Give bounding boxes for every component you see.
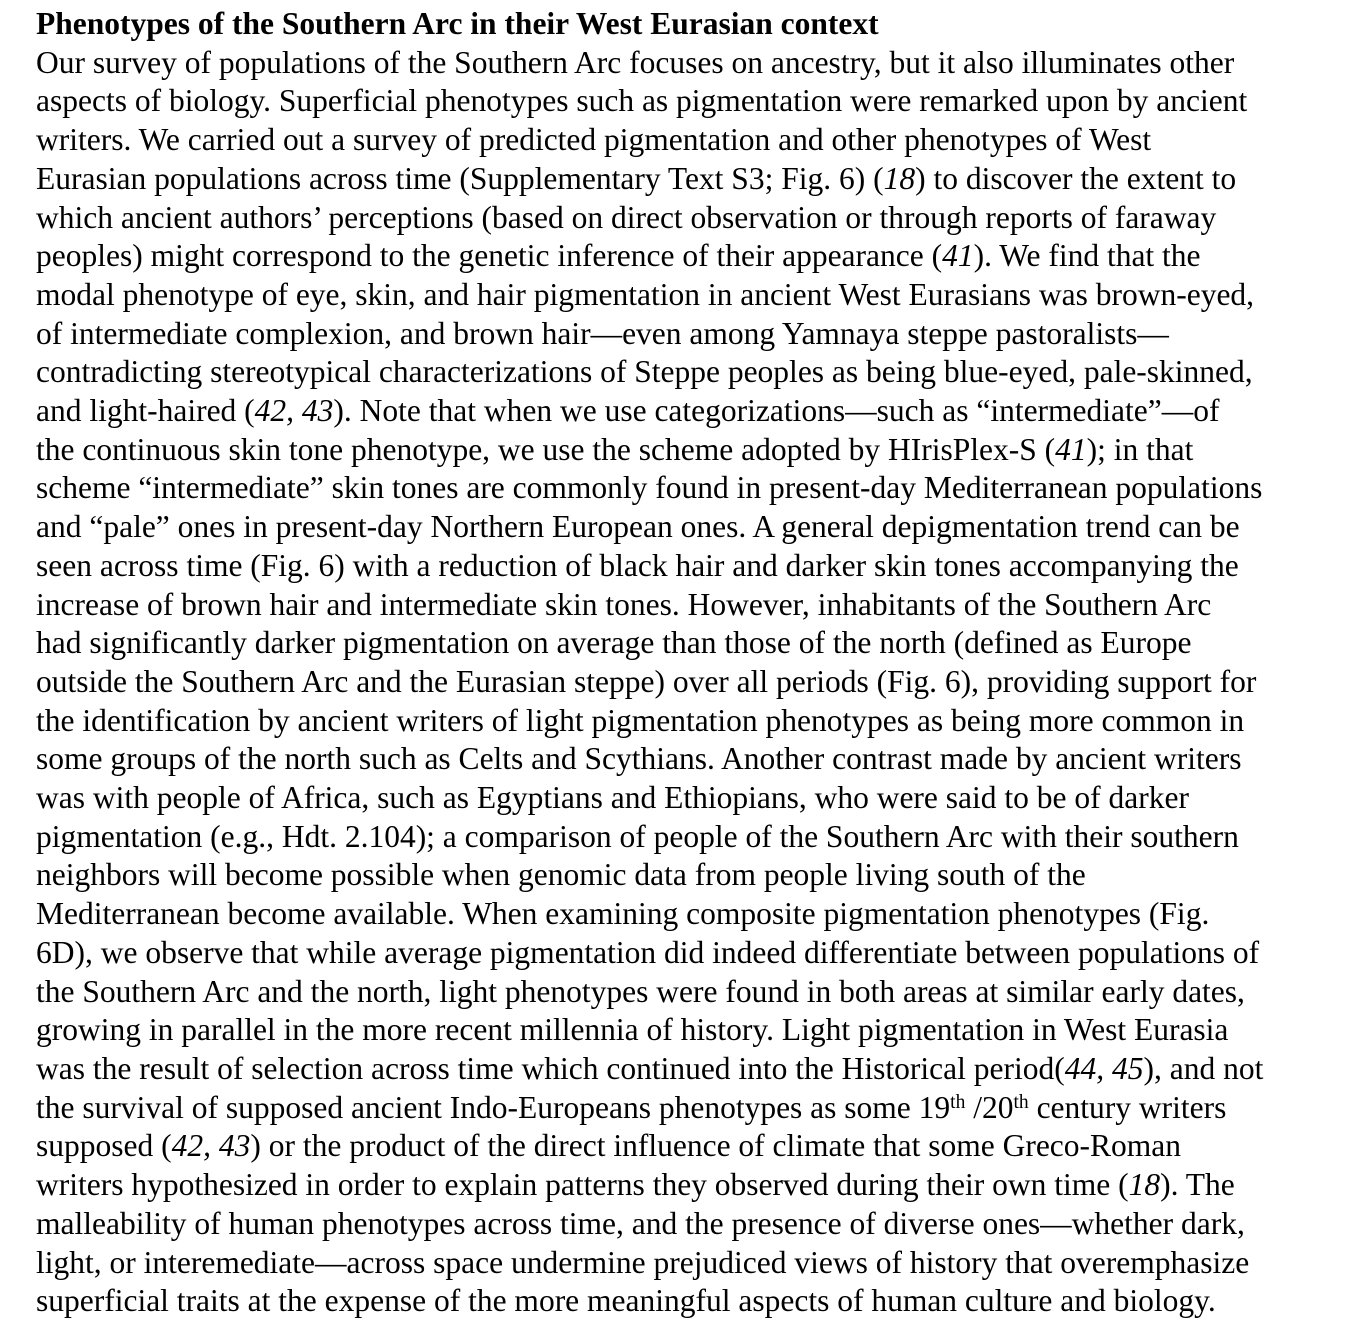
text-segment: some groups of the north such as Celts and Scythians. Another contrast made by ancient writers bbox=[36, 741, 1242, 777]
text-line bbox=[36, 818, 1341, 857]
text-segment: writers hypothesized in order to explain patterns they observed during their own time ( bbox=[36, 1167, 1129, 1203]
reference-number: 18 bbox=[883, 160, 916, 196]
text-segment: /20 bbox=[965, 1089, 1014, 1125]
text-segment: malleability of human phenotypes across time, and the presence of diverse ones—whether dark, bbox=[36, 1205, 1245, 1241]
text-line bbox=[36, 276, 1341, 315]
text-segment: and light-haired ( bbox=[36, 393, 255, 429]
text-segment: increase of brown hair and intermediate skin tones. However, inhabitants of the Southern Arc bbox=[36, 586, 1212, 622]
text-line bbox=[36, 353, 1341, 392]
text-segment: 6D), we observe that while average pigmentation did indeed differentiate between populations of bbox=[36, 934, 1260, 970]
ordinal-superscript: th bbox=[1013, 1091, 1029, 1113]
text-line bbox=[36, 973, 1341, 1012]
text-segment: was with people of Africa, such as Egyptians and Ethiopians, who were said to be of darker bbox=[36, 780, 1189, 816]
text-line bbox=[36, 663, 1341, 702]
text-segment: ). The bbox=[1160, 1167, 1235, 1203]
reference-number: 44, 45 bbox=[1064, 1050, 1144, 1086]
text-line bbox=[36, 702, 1341, 741]
text-line bbox=[36, 856, 1341, 895]
text-segment: pigmentation (e.g., Hdt. 2.104); a comparison of people of the Southern Arc with their southern bbox=[36, 818, 1239, 854]
text-line bbox=[36, 895, 1341, 934]
text-segment: peoples) might correspond to the genetic inference of their appearance ( bbox=[36, 238, 943, 274]
reference-number: 42, 43 bbox=[171, 1128, 251, 1164]
text-segment: the survival of supposed ancient Indo-Europeans phenotypes as some 19 bbox=[36, 1089, 951, 1125]
text-line bbox=[36, 199, 1341, 238]
text-segment: writers. We carried out a survey of predicted pigmentation and other phenotypes of West bbox=[36, 122, 1152, 158]
text-line bbox=[36, 469, 1341, 508]
text-line bbox=[36, 1282, 1341, 1320]
reference-number: 41 bbox=[942, 238, 974, 274]
text-line bbox=[36, 740, 1341, 779]
text-segment: contradicting stereotypical characterizations of Steppe peoples as being blue-eyed, pale-skinned, bbox=[36, 354, 1253, 390]
text-segment: growing in parallel in the more recent millennia of history. Light pigmentation in West Eurasia bbox=[36, 1012, 1229, 1048]
text-segment: seen across time (Fig. 6) with a reduction of black hair and darker skin tones accompanying the bbox=[36, 547, 1239, 583]
text-line bbox=[36, 586, 1341, 625]
text-line bbox=[36, 160, 1341, 199]
text-segment: Eurasian populations across time (Supplementary Text S3; Fig. 6) ( bbox=[36, 160, 884, 196]
text-line bbox=[36, 1127, 1341, 1166]
text-segment: superficial traits at the expense of the more meaningful aspects of human culture and biology. bbox=[36, 1283, 1216, 1319]
text-line bbox=[36, 82, 1341, 121]
text-segment: Our survey of populations of the Southern Arc focuses on ancestry, but it also illuminates other bbox=[36, 44, 1235, 80]
text-line bbox=[36, 121, 1341, 160]
text-line bbox=[36, 779, 1341, 818]
text-segment: aspects of biology. Superficial phenotypes such as pigmentation were remarked upon by ancient bbox=[36, 83, 1248, 119]
ordinal-superscript: th bbox=[950, 1091, 966, 1113]
reference-number: 41 bbox=[1055, 431, 1087, 467]
text-line bbox=[36, 315, 1341, 354]
section-heading: Phenotypes of the Southern Arc in their West Eurasian context bbox=[36, 6, 879, 41]
text-segment: was the result of selection across time which continued into the Historical period( bbox=[36, 1050, 1065, 1086]
text-line bbox=[36, 1089, 1341, 1128]
text-line bbox=[36, 508, 1341, 547]
text-segment: the Southern Arc and the north, light phenotypes were found in both areas at similar early dates, bbox=[36, 973, 1245, 1009]
text-segment: ). We find that the bbox=[973, 238, 1201, 274]
text-line bbox=[36, 1050, 1341, 1089]
text-line bbox=[36, 624, 1341, 663]
text-line bbox=[36, 392, 1341, 431]
text-line bbox=[36, 934, 1341, 973]
text-segment: the continuous skin tone phenotype, we use the scheme adopted by HIrisPlex-S ( bbox=[36, 431, 1056, 467]
text-segment: supposed ( bbox=[36, 1128, 172, 1164]
paragraph bbox=[36, 44, 1341, 1320]
text-segment: light, or interemediate—across space undermine prejudiced views of history that overemphasize bbox=[36, 1244, 1250, 1280]
text-line bbox=[36, 431, 1341, 470]
text-segment: scheme “intermediate” skin tones are commonly found in present-day Mediterranean populations bbox=[36, 470, 1263, 506]
text-line bbox=[36, 1244, 1341, 1283]
text-segment: ), and not bbox=[1143, 1050, 1264, 1086]
text-segment: which ancient authors’ perceptions (based on direct observation or through reports of faraway bbox=[36, 199, 1217, 235]
text-line bbox=[36, 1205, 1341, 1244]
text-segment: the identification by ancient writers of light pigmentation phenotypes as being more common in bbox=[36, 702, 1245, 738]
text-segment: ) to discover the extent to bbox=[915, 160, 1237, 196]
text-segment: ) or the product of the direct influence of climate that some Greco-Roman bbox=[250, 1128, 1182, 1164]
text-line bbox=[36, 1011, 1341, 1050]
text-segment: century writers bbox=[1028, 1089, 1227, 1125]
text-segment: modal phenotype of eye, skin, and hair pigmentation in ancient West Eurasians was brown-eyed, bbox=[36, 276, 1255, 312]
text-segment: Mediterranean become available. When examining composite pigmentation phenotypes (Fig. bbox=[36, 896, 1210, 932]
text-segment: of intermediate complexion, and brown hair—even among Yamnaya steppe pastoralists— bbox=[36, 315, 1169, 351]
text-line bbox=[36, 547, 1341, 586]
text-segment: outside the Southern Arc and the Eurasian steppe) over all periods (Fig. 6), providing support for bbox=[36, 663, 1257, 699]
text-line bbox=[36, 1166, 1341, 1205]
text-line bbox=[36, 44, 1341, 83]
text-segment: ). Note that when we use categorizations—such as “intermediate”—of bbox=[333, 393, 1220, 429]
text-segment: neighbors will become possible when genomic data from people living south of the bbox=[36, 857, 1086, 893]
text-segment: had significantly darker pigmentation on average than those of the north (defined as Europe bbox=[36, 625, 1192, 661]
text-line bbox=[36, 237, 1341, 276]
reference-number: 18 bbox=[1128, 1167, 1161, 1203]
reference-number: 42, 43 bbox=[254, 393, 334, 429]
text-segment: ); in that bbox=[1086, 431, 1194, 467]
text-segment: and “pale” ones in present-day Northern European ones. A general depigmentation trend can be bbox=[36, 509, 1240, 545]
